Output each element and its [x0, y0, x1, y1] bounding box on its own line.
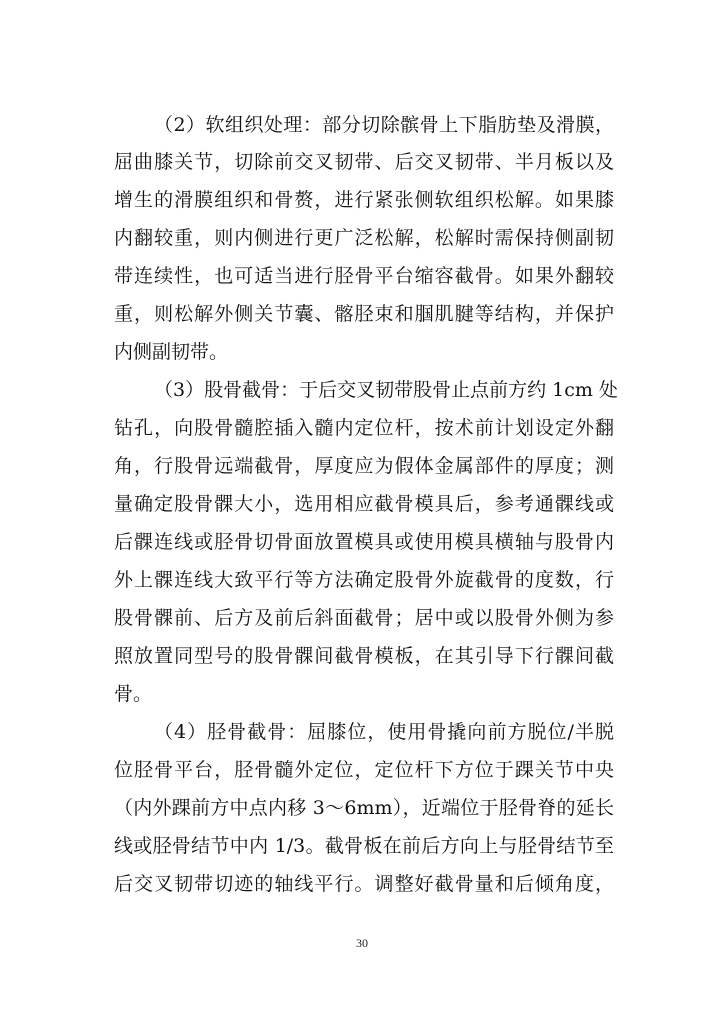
paragraph-3-line-7: 股骨髁前、后方及前后斜面截骨；居中或以股骨外侧为参: [114, 607, 614, 629]
paragraph-4-line-4: 线或胫骨结节中内 1/3。截骨板在前后方向上与胫骨结节至: [114, 835, 614, 857]
paragraph-3-line-5: 后髁连线或胫骨切骨面放置模具或使用模具横轴与股骨内: [114, 531, 614, 553]
paragraph-3-line-9: 骨。: [114, 683, 153, 705]
paragraph-3-line-1: （3）股骨截骨：于后交叉韧带股骨止点前方约 1cm 处: [154, 379, 618, 401]
paragraph-2-line-6: 重，则松解外侧关节囊、髂胫束和腘肌腱等结构，并保护: [114, 303, 614, 325]
paragraph-3-line-4: 量确定股骨髁大小，选用相应截骨模具后，参考通髁线或: [114, 493, 614, 515]
paragraph-2-line-3: 增生的滑膜组织和骨赘，进行紧张侧软组织松解。如果膝: [114, 189, 614, 211]
paragraph-2-line-2: 屈曲膝关节，切除前交叉韧带、后交叉韧带、半月板以及: [114, 151, 614, 173]
paragraph-2-line-7: 内侧副韧带。: [114, 341, 229, 363]
paragraph-4-line-3: （内外踝前方中点内移 3～6mm），近端位于胫骨脊的延长: [114, 797, 614, 819]
paragraph-4-line-2: 位胫骨平台，胫骨髓外定位，定位杆下方位于踝关节中央: [114, 759, 614, 781]
paragraph-2-line-1: （2）软组织处理：部分切除髌骨上下脂肪垫及滑膜，: [154, 114, 614, 136]
paragraph-3-line-6: 外上髁连线大致平行等方法确定股骨外旋截骨的度数，行: [114, 569, 614, 591]
paragraph-2-line-5: 带连续性，也可适当进行胫骨平台缩容截骨。如果外翻较: [114, 265, 614, 287]
paragraph-3-line-3: 角，行股骨远端截骨，厚度应为假体金属部件的厚度；测: [114, 455, 614, 477]
paragraph-3-line-2: 钻孔，向股骨髓腔插入髓内定位杆，按术前计划设定外翻: [114, 417, 614, 439]
page-number: 30: [356, 936, 368, 950]
paragraph-4-line-5: 后交叉韧带切迹的轴线平行。调整好截骨量和后倾角度，: [114, 873, 614, 895]
paragraph-2-line-4: 内翻较重，则内侧进行更广泛松解，松解时需保持侧副韧: [114, 227, 614, 249]
paragraph-4-line-1: （4）胫骨截骨：屈膝位，使用骨撬向前方脱位/半脱: [154, 721, 614, 743]
paragraph-3-line-8: 照放置同型号的股骨髁间截骨模板，在其引导下行髁间截: [114, 645, 614, 667]
